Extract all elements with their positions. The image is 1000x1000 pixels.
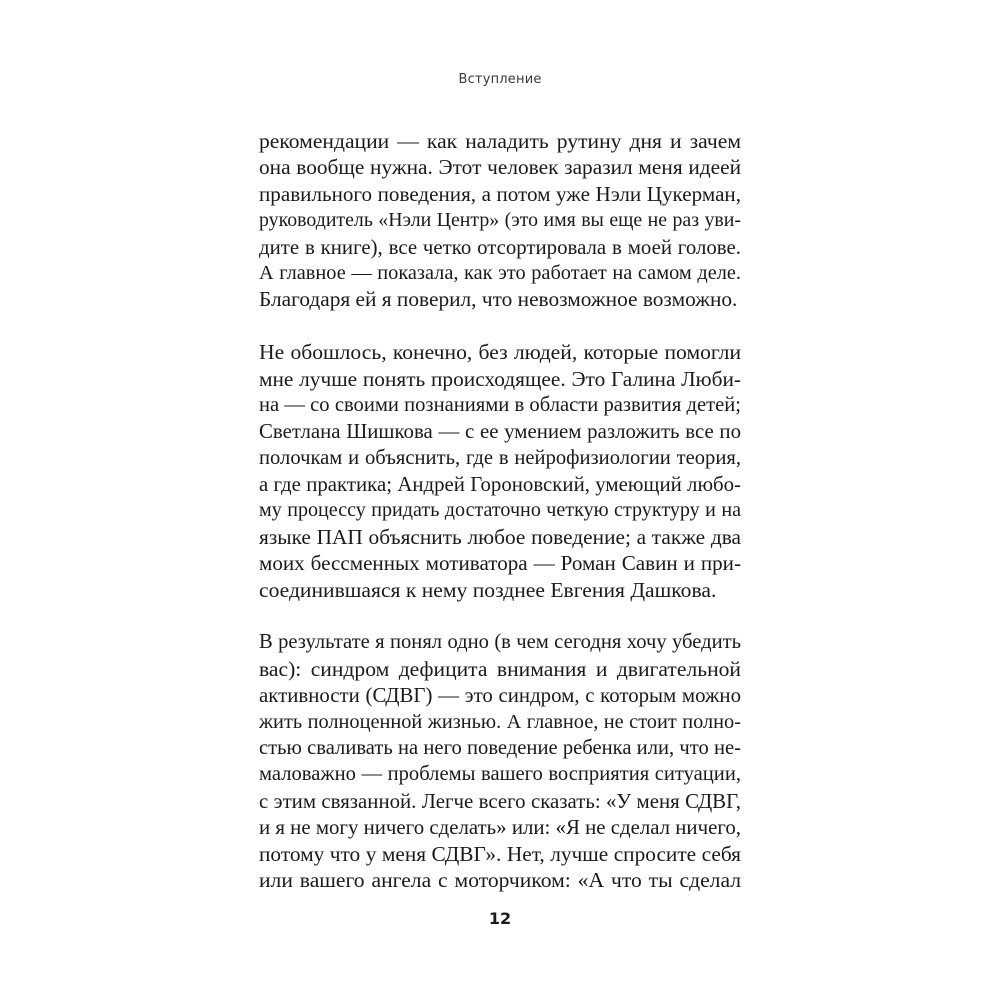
- text-line: му процессу придать достаточно четкую структуру и на: [259, 499, 741, 522]
- text-line: Светлана Шишкова — с ее умением разложить все по: [259, 419, 741, 444]
- page-number: 12: [488, 909, 512, 928]
- running-head: Вступление: [458, 72, 542, 87]
- text-line: мне лучше понять происходящее. Это Галина Люби-: [259, 366, 741, 391]
- text-line: правильного поведения, а потом уже Нэли Цукерман,: [259, 181, 741, 206]
- text-line: она вообще нужна. Этот человек заразил меня идеей: [259, 155, 741, 180]
- text-line: жить полноценной жизнью. А главное, не стоит полно-: [259, 710, 741, 733]
- text-line: А главное — показала, как это работает на самом деле.: [259, 261, 741, 284]
- paragraph: [259, 128, 741, 313]
- text-line: рекомендации — как наладить рутину дня и зачем: [259, 129, 741, 153]
- text-line: потому что у меня СДВГ». Нет, лучше спросите себя: [259, 841, 741, 866]
- text-line: а где практика; Андрей Гороновский, умеющий любо-: [259, 472, 741, 497]
- text-line: дите в книге), все четко отсортировала в моей голове.: [259, 234, 741, 259]
- text-line: маловажно — проблемы вашего восприятия ситуации,: [259, 763, 741, 786]
- paragraph: [259, 629, 741, 893]
- paragraph: [259, 339, 741, 603]
- text-line: руководитель «Нэли Центр» (это имя вы еще не раз уви-: [259, 209, 741, 232]
- text-line: Благодаря ей я поверил, что невозможное возможно.: [259, 287, 738, 312]
- text-line: стью сваливать на него поведение ребенка или, что не-: [259, 736, 741, 759]
- paragraph-spacer: [259, 313, 741, 339]
- text-line: Не обошлось, конечно, без людей, которые помогли: [259, 340, 741, 365]
- text-line: моих бессменных мотиватора — Роман Савин и при-: [259, 551, 741, 576]
- text-line: с этим связанной. Легче всего сказать: «У меня СДВГ,: [259, 788, 741, 813]
- text-line: соединившаяся к нему позднее Евгения Дашкова.: [259, 577, 717, 602]
- text-line: или вашего ангела с моторчиком: «А что ты сделал: [259, 867, 741, 892]
- text-line: и я не могу ничего сделать» или: «Я не сделал ничего,: [259, 815, 741, 840]
- text-line: полочкам и объяснить, где в нейрофизиологии теория,: [259, 446, 741, 469]
- text-line: на — со своими познаниями в области развития детей;: [259, 393, 741, 416]
- paragraph-spacer: [259, 603, 741, 629]
- text-line: вас): синдром дефицита внимания и двигательной: [259, 656, 741, 681]
- body-text: [259, 128, 741, 893]
- text-line: языке ПАП объяснить любое поведение; а также два: [259, 524, 741, 549]
- text-line: В результате я понял одно (в чем сегодня хочу убедить: [259, 631, 741, 654]
- text-line: активности (СДВГ) — это синдром, с которым можно: [259, 683, 741, 708]
